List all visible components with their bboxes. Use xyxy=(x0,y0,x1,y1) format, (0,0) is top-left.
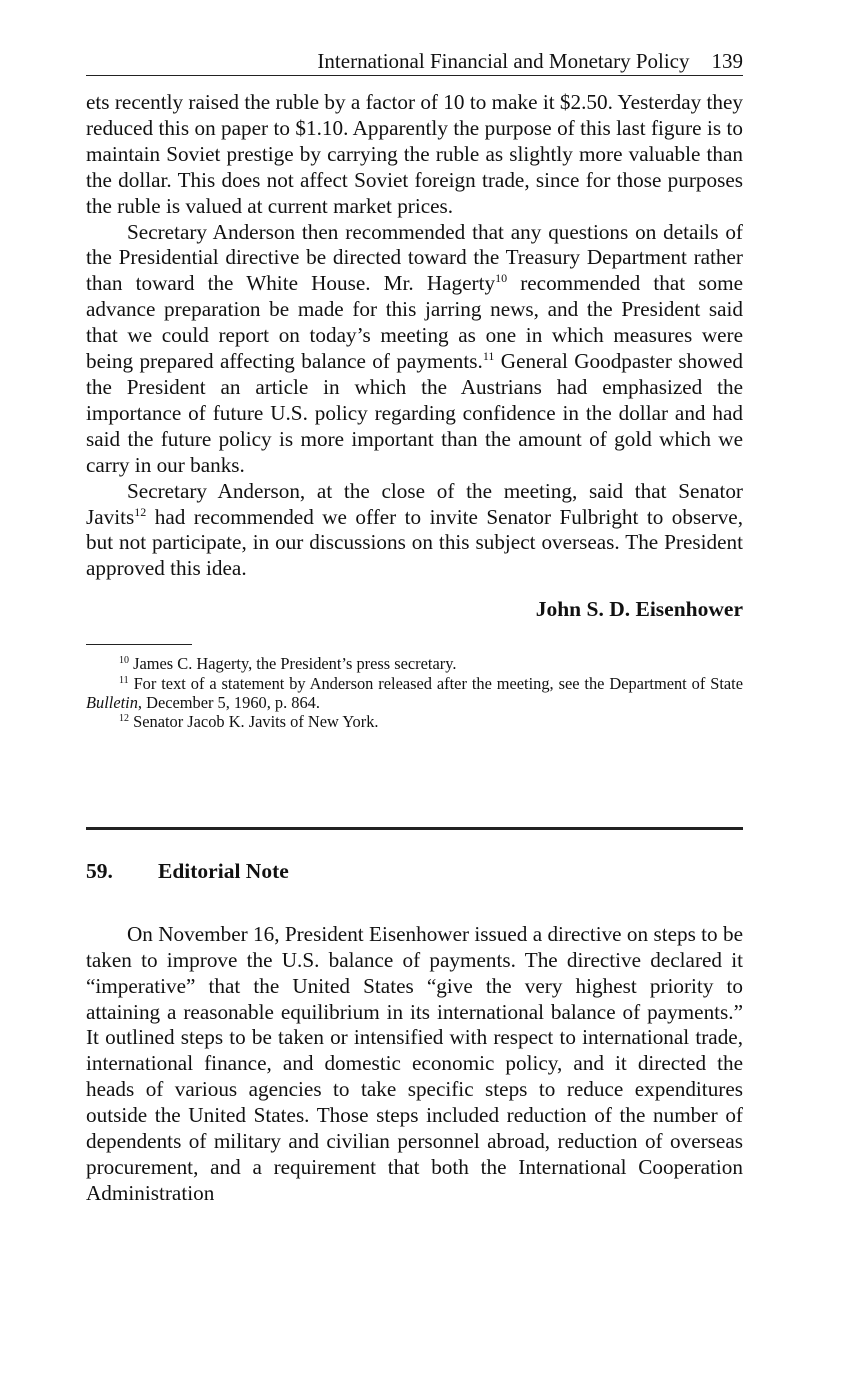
signature: John S. D. Eisenhower xyxy=(535,597,743,622)
footnote-text: , December 5, 1960, p. 864. xyxy=(137,693,320,713)
editorial-note-body: On November 16, President Eisenhower issued a directive on steps to be taken to improve the U.S. balance of payments. The directive declared it “imperative” that the United States “give the very highest priority to attaining a reasonable equilibrium in its international balance of payments.” It outlined steps to be taken or intensified with respect to international trade, international finance, and domestic economic policy, and it directed the heads of various agencies to take specific steps to reduce expenditures outside the United States. Those steps included reduction of the number of dependents of military and civilian personnel abroad, reduction of overseas procurement, and a requirement that both the International Cooperation Administration xyxy=(86,921,743,1205)
footnote-divider xyxy=(86,644,192,645)
document-page xyxy=(86,48,743,1207)
section-number: 59. xyxy=(86,858,113,883)
footnote-ref-12: 12 xyxy=(134,504,147,519)
paragraph-anderson-directive xyxy=(86,220,743,479)
paragraph-text: had recommended we offer to invite Senator Fulbright to observe, but not participate, in our discussions on this subject overseas. The President approved this idea. xyxy=(86,504,743,581)
footnote-number: 11 xyxy=(119,674,129,686)
section-heading xyxy=(86,858,743,884)
footnote-text: Senator Jacob K. Javits of New York. xyxy=(133,712,379,732)
footnote-ref-11: 11 xyxy=(482,349,495,364)
footnote-11 xyxy=(86,674,743,713)
paragraph-text: Secretary Anderson then recommended that any questions on details of the Presidential directive be directed toward the Treasury Department rather than toward the White House. Mr. Hagerty xyxy=(86,219,743,296)
footnote-text: For text of a statement by Anderson released after the meeting, see the Department of State xyxy=(133,673,743,693)
paragraph-javits xyxy=(86,479,743,583)
page-number: 139 xyxy=(711,49,743,73)
paragraph-text: Secretary Anderson, at the close of the meeting, said that Senator Javits xyxy=(86,478,743,529)
footnote-12 xyxy=(86,712,743,731)
footnotes xyxy=(86,654,743,732)
paragraph-text: General Goodpaster showed the President an article in which the Austrians had emphasized the importance of future U.S. policy regarding confidence in the dollar and had said the future policy is more important than the amount of gold which we carry in our banks. xyxy=(86,349,744,477)
footnote-number: 10 xyxy=(119,655,129,667)
section-title: Editorial Note xyxy=(158,858,289,883)
footnote-10 xyxy=(86,654,743,673)
footnote-italic-title: Bulletin xyxy=(86,693,138,713)
footnote-ref-10: 10 xyxy=(495,271,508,286)
paragraph-continuation: ets recently raised the ruble by a factor of 10 to make it $2.50. Yesterday they reduced this on paper to $1.10. Apparently the purpose of this last figure is to maintain Soviet prestige by carrying the ruble as slightly more valuable than the dollar. This does not affect Soviet foreign trade, since for those purposes the ruble is valued at current market prices. xyxy=(86,90,743,218)
running-head-title: International Financial and Monetary Policy xyxy=(317,49,690,73)
footnote-text: James C. Hagerty, the President’s press secretary. xyxy=(133,654,457,674)
footnote-number: 12 xyxy=(119,713,129,725)
running-head xyxy=(86,48,743,76)
paragraph-text: recommended that some advance preparation be made for this jarring news, and the President said that we could report on today’s meeting as one in which measures were being prepared affecting balance of payments. xyxy=(86,271,743,374)
section-divider xyxy=(86,827,743,830)
